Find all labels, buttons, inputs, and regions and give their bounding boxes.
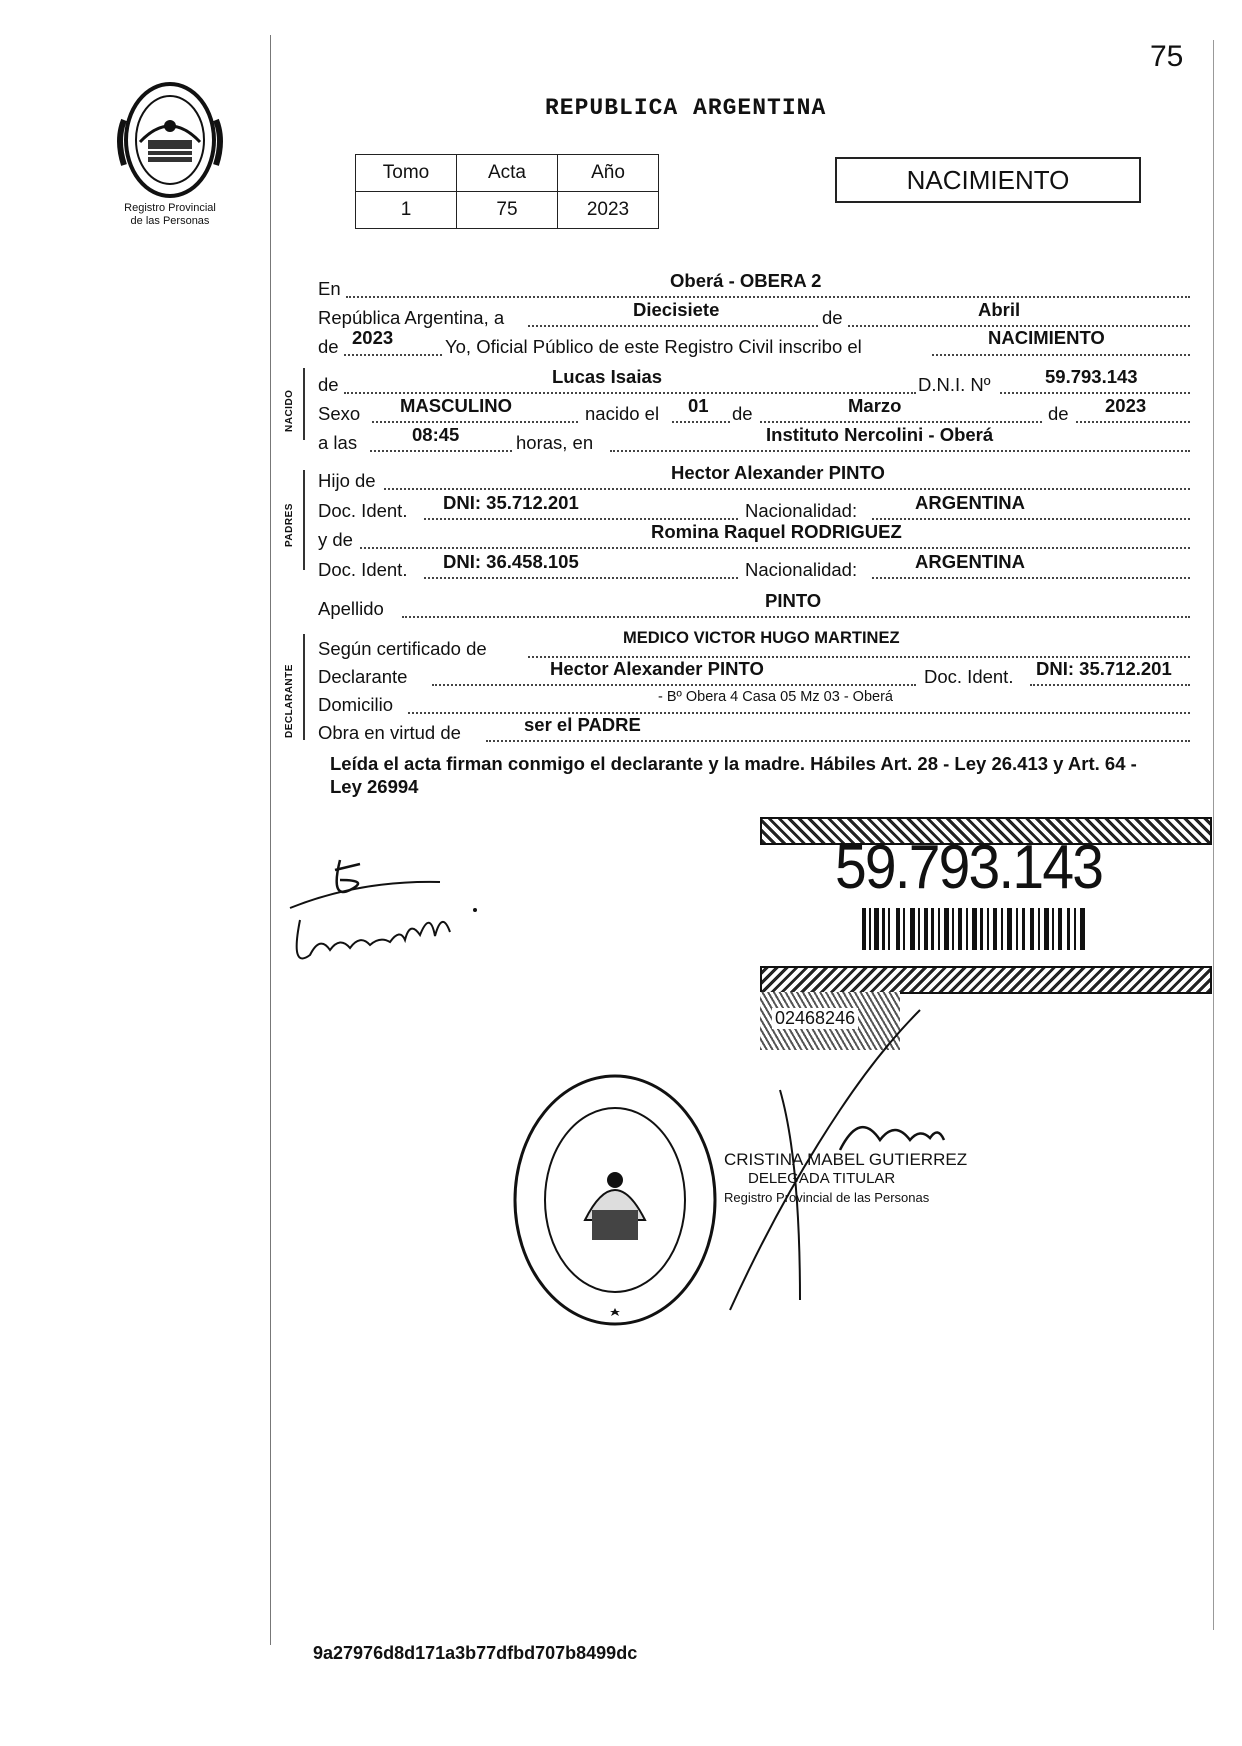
dni-barcode	[862, 908, 1112, 950]
label-apellido: Apellido	[318, 598, 384, 619]
dotted-line	[1076, 421, 1190, 423]
value-dni: 59.793.143	[1045, 366, 1138, 387]
dotted-line	[760, 421, 1042, 423]
label-a-las: a las	[318, 432, 358, 453]
value-declarante-doc: DNI: 35.712.201	[1036, 658, 1172, 679]
label-de-anio: de	[318, 336, 339, 357]
value-mes-acta: Abril	[978, 299, 1021, 320]
header-acta: Acta	[457, 155, 558, 192]
label-en: En	[318, 278, 341, 299]
dotted-line	[344, 392, 916, 394]
dotted-line	[872, 577, 1190, 579]
label-sexo: Sexo	[318, 403, 361, 424]
declarante-bracket	[303, 634, 308, 740]
value-tipo: NACIMIENTO	[988, 327, 1105, 348]
value-madre-doc: DNI: 36.458.105	[443, 551, 579, 572]
dotted-line	[528, 325, 818, 327]
dotted-line	[344, 354, 442, 356]
registry-header-row	[356, 155, 659, 192]
value-padre-doc: DNI: 35.712.201	[443, 492, 579, 513]
provincia-misiones-logo	[110, 80, 230, 200]
label-domicilio: Domicilio	[318, 694, 394, 715]
label-dni: D.N.I. Nº	[918, 374, 991, 395]
value-domicilio: - Bº Obera 4 Casa 05 Mz 03 - Oberá	[658, 689, 893, 705]
value-lugar: Oberá - OBERA 2	[670, 270, 822, 291]
value-declarante: Hector Alexander PINTO	[550, 658, 764, 679]
registry-value-row	[356, 192, 659, 229]
logo-caption-line2: de las Personas	[130, 215, 210, 227]
value-anio: 2023	[558, 192, 659, 229]
label-de-nombre: de	[318, 374, 339, 395]
dotted-line	[372, 421, 578, 423]
dotted-line	[384, 488, 1190, 490]
page-number: 75	[1150, 40, 1184, 73]
delegation-seal	[510, 1070, 720, 1330]
value-madre-nac: ARGENTINA	[915, 551, 1025, 572]
dotted-line	[1030, 684, 1190, 686]
label-nacionalidad-madre: Nacionalidad:	[745, 559, 858, 580]
nacido-bracket	[303, 368, 308, 440]
label-republica: República Argentina, a	[318, 307, 505, 328]
label-de-anio-nac: de	[1048, 403, 1069, 424]
dotted-line	[1000, 392, 1190, 394]
header-anio: Año	[558, 155, 659, 192]
value-obra: ser el PADRE	[524, 714, 641, 735]
dotted-line	[346, 296, 1190, 298]
header-tomo: Tomo	[356, 155, 457, 192]
value-nombre: Lucas Isaias	[552, 366, 663, 387]
dotted-line	[424, 518, 738, 520]
side-label-padres: PADRES	[284, 503, 295, 547]
label-y-de: y de	[318, 529, 353, 550]
label-yo-oficial: Yo, Oficial Público de este Registro Civil inscribo el	[445, 336, 862, 357]
value-lugar-nac: Instituto Nercolini - Oberá	[766, 424, 994, 445]
dotted-line	[610, 450, 1190, 452]
dotted-line	[672, 421, 730, 423]
label-obra: Obra en virtud de	[318, 722, 461, 743]
legal-text: Leída el acta firman conmigo el declarante y la madre. Hábiles Art. 28 - Ley 26.413 y Art. 64 - Ley 26994	[330, 753, 1137, 797]
dotted-line	[360, 547, 1190, 549]
label-segun: Según certificado de	[318, 638, 487, 659]
label-de-mes-nac: de	[732, 403, 753, 424]
officer-role: DELEGADA TITULAR	[748, 1170, 896, 1187]
dni-label-bottom-band	[760, 966, 1212, 994]
side-label-declarante: DECLARANTE	[284, 664, 295, 738]
label-doc-ident-padre: Doc. Ident.	[318, 500, 408, 521]
value-padre-nac: ARGENTINA	[915, 492, 1025, 513]
padres-bracket	[303, 470, 308, 570]
value-sexo: MASCULINO	[400, 395, 513, 416]
label-horas-en: horas, en	[516, 432, 594, 453]
label-de-mes: de	[822, 307, 843, 328]
value-acta: 75	[457, 192, 558, 229]
officer-name: CRISTINA MABEL GUTIERREZ	[724, 1150, 968, 1169]
logo-caption-line1: Registro Provincial	[124, 202, 216, 214]
dni-number-big: 59.793.143	[835, 833, 1103, 902]
label-hijo-de: Hijo de	[318, 470, 376, 491]
declarant-signature	[280, 840, 500, 980]
label-nacido-el: nacido el	[585, 403, 660, 424]
dotted-line	[424, 577, 738, 579]
value-hora: 08:45	[412, 424, 460, 445]
value-padre: Hector Alexander PINTO	[671, 462, 885, 483]
value-anio-nac: 2023	[1105, 395, 1147, 416]
label-nacionalidad-padre: Nacionalidad:	[745, 500, 858, 521]
value-tomo: 1	[356, 192, 457, 229]
registry-table	[355, 154, 659, 229]
officer-org: Registro Provincial de las Personas	[724, 1190, 930, 1205]
dotted-line	[486, 740, 1190, 742]
value-anio-acta: 2023	[352, 327, 394, 348]
value-dia-acta: Diecisiete	[633, 299, 720, 320]
document-hash: 9a27976d8d171a3b77dfbd707b8499dc	[313, 1643, 638, 1663]
dotted-line	[932, 354, 1190, 356]
label-doc-ident-madre: Doc. Ident.	[318, 559, 408, 580]
dotted-line	[402, 616, 1190, 618]
value-dia-nac: 01	[688, 395, 709, 416]
right-margin-line	[1213, 40, 1214, 1630]
value-apellido: PINTO	[765, 590, 822, 611]
document-title: REPUBLICA ARGENTINA	[545, 95, 827, 121]
logo-caption	[100, 202, 240, 228]
value-mes-nac: Marzo	[848, 395, 902, 416]
dni-serial: 02468246	[772, 1008, 858, 1029]
dotted-line	[370, 450, 512, 452]
left-margin-line	[270, 35, 271, 1645]
value-certificado: MEDICO VICTOR HUGO MARTINEZ	[623, 629, 900, 647]
dotted-line	[872, 518, 1190, 520]
officer-stamp	[724, 1150, 967, 1207]
value-madre: Romina Raquel RODRIGUEZ	[651, 521, 902, 542]
label-declarante: Declarante	[318, 666, 408, 687]
dotted-line	[432, 684, 916, 686]
side-label-nacido: NACIDO	[284, 389, 295, 432]
label-doc-ident-declarante: Doc. Ident.	[924, 666, 1014, 687]
act-kind-box: NACIMIENTO	[835, 157, 1141, 203]
